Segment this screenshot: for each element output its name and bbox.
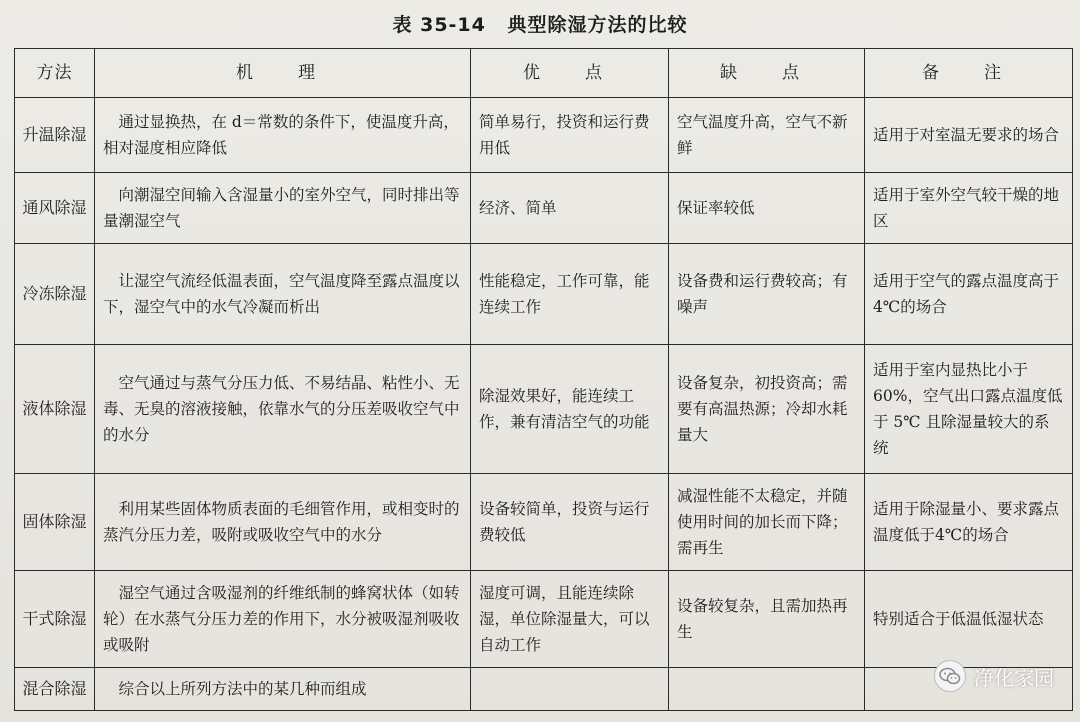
table-row — [15, 345, 1073, 474]
wechat-icon — [934, 660, 966, 692]
mechanism-cell: 利用某些固体物质表面的毛细管作用，或相变时的蒸汽分压力差，吸附或吸收空气中的水分 — [95, 474, 471, 571]
table-number: 表 35-14 — [392, 14, 486, 36]
cons-cell — [669, 668, 865, 711]
notes-cell: 特别适合于低温低湿状态 — [865, 571, 1073, 668]
pros-cell: 经济、简单 — [471, 173, 669, 244]
watermark-text: 净化家园 — [974, 665, 1054, 690]
table-row — [15, 244, 1073, 345]
notes-cell: 适用于室内显热比小于 60%，空气出口露点温度低于 5℃ 且除湿量较大的系统 — [865, 345, 1073, 474]
notes-cell: 适用于室外空气较干燥的地区 — [865, 173, 1073, 244]
table-row — [15, 571, 1073, 668]
header-pros: 优 点 — [471, 49, 669, 98]
cons-cell: 设备较复杂，且需加热再生 — [669, 571, 865, 668]
method-cell: 液体除湿 — [15, 345, 95, 474]
method-cell: 升温除湿 — [15, 98, 95, 173]
cons-cell: 保证率较低 — [669, 173, 865, 244]
table-title: 典型除湿方法的比较 — [507, 14, 688, 36]
cons-cell: 设备复杂，初投资高；需要有高温热源；冷却水耗量大 — [669, 345, 865, 474]
method-cell: 通风除湿 — [15, 173, 95, 244]
watermark — [934, 660, 1054, 692]
mechanism-cell: 综合以上所列方法中的某几种而组成 — [95, 668, 471, 711]
mechanism-cell: 让湿空气流经低温表面，空气温度降至露点温度以下，湿空气中的水气冷凝而析出 — [95, 244, 471, 345]
mechanism-cell: 湿空气通过含吸湿剂的纤维纸制的蜂窝状体（如转轮）在水蒸气分压力差的作用下，水分被吸湿剂吸收或吸附 — [95, 571, 471, 668]
table-caption — [0, 10, 1080, 37]
pros-cell: 除湿效果好，能连续工作，兼有清洁空气的功能 — [471, 345, 669, 474]
mechanism-cell: 向潮湿空间输入含湿量小的室外空气，同时排出等量潮湿空气 — [95, 173, 471, 244]
table-row — [15, 173, 1073, 244]
cons-cell: 空气温度升高，空气不新鲜 — [669, 98, 865, 173]
header-cons: 缺 点 — [669, 49, 865, 98]
mechanism-cell: 通过显换热，在 d＝常数的条件下，使温度升高，相对湿度相应降低 — [95, 98, 471, 173]
cons-cell: 设备费和运行费较高；有噪声 — [669, 244, 865, 345]
notes-cell: 适用于空气的露点温度高于4℃的场合 — [865, 244, 1073, 345]
method-cell: 混合除湿 — [15, 668, 95, 711]
table-row — [15, 474, 1073, 571]
header-method: 方法 — [15, 49, 95, 98]
notes-cell: 适用于对室温无要求的场合 — [865, 98, 1073, 173]
method-cell: 冷冻除湿 — [15, 244, 95, 345]
comparison-table — [14, 48, 1073, 711]
header-mechanism: 机 理 — [95, 49, 471, 98]
table-row — [15, 98, 1073, 173]
pros-cell: 湿度可调，且能连续除湿，单位除湿量大，可以自动工作 — [471, 571, 669, 668]
header-notes: 备 注 — [865, 49, 1073, 98]
pros-cell: 简单易行，投资和运行费用低 — [471, 98, 669, 173]
method-cell: 干式除湿 — [15, 571, 95, 668]
pros-cell: 性能稳定，工作可靠，能连续工作 — [471, 244, 669, 345]
table-row — [15, 668, 1073, 711]
mechanism-cell: 空气通过与蒸气分压力低、不易结晶、粘性小、无毒、无臭的溶液接触，依靠水气的分压差吸收空气中的水分 — [95, 345, 471, 474]
cons-cell: 减湿性能不太稳定，并随使用时间的加长而下降；需再生 — [669, 474, 865, 571]
pros-cell: 设备较简单，投资与运行费较低 — [471, 474, 669, 571]
header-row — [15, 49, 1073, 98]
notes-cell: 适用于除湿量小、要求露点温度低于4℃的场合 — [865, 474, 1073, 571]
method-cell: 固体除湿 — [15, 474, 95, 571]
pros-cell — [471, 668, 669, 711]
